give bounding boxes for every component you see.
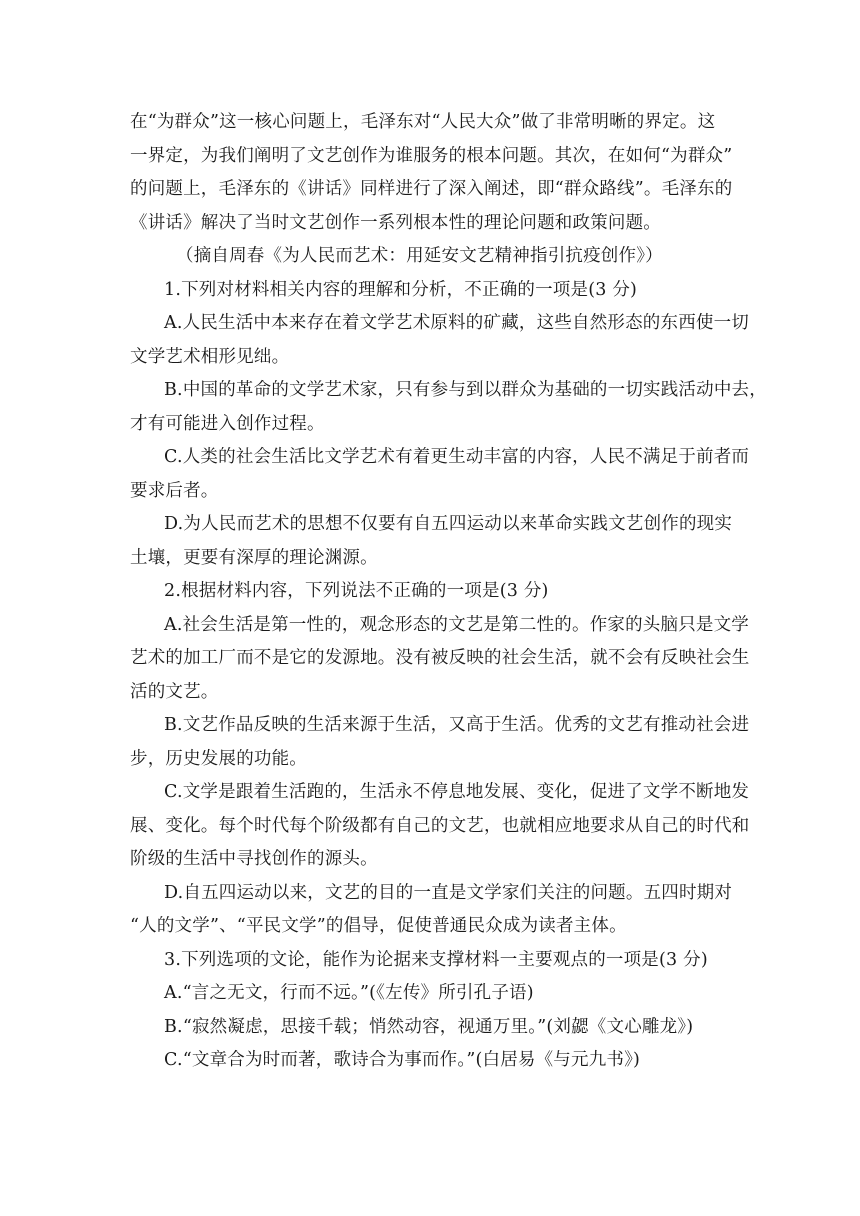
- text-line: C.人类的社会生活比文学艺术有着更生动丰富的内容，人民不满足于前者而: [164, 447, 750, 467]
- text-line: B.中国的革命的文学艺术家，只有参与到以群众为基础的一切实践活动中去，: [164, 380, 767, 400]
- text-line: 展、变化。每个时代每个阶级都有自己的文艺，也就相应地要求从自己的时代和: [130, 815, 750, 836]
- text-line: 阶级的生活中寻找创作的源头。: [130, 849, 378, 869]
- text-line: A.人民生活中本来存在着文学艺术原料的矿藏，这些自然形态的东西使一切: [164, 313, 749, 333]
- text-line: 的问题上，毛泽东的《讲话》同样进行了深入阐述，即“群众路线”。毛泽东的: [130, 179, 733, 199]
- text-line: 在“为群众”这一核心问题上，毛泽东对“人民大众”做了非常明晰的界定。这: [130, 112, 716, 132]
- text-line: A.“言之无文，行而不远。”(《左传》所引孔子语): [164, 983, 534, 1003]
- text-line: 步，历史发展的功能。: [130, 748, 307, 769]
- document-body: [130, 106, 767, 1078]
- text-line: B.“寂然凝虑，思接千载；悄然动容，视通万里。”(刘勰《文心雕龙》): [164, 1016, 694, 1037]
- text-line: “人的文学”、“平民文学”的倡导，促使普通民众成为读者主体。: [130, 916, 627, 936]
- text-line: A.社会生活是第一性的，观念形态的文艺是第二性的。作家的头脑只是文学: [164, 614, 749, 635]
- text-line: 《讲话》解决了当时文艺创作一系列根本性的理论问题和政策问题。: [130, 212, 661, 233]
- text-line: （摘自周春《为人民而艺术：用延安文艺精神指引抗疫创作》）: [176, 246, 663, 266]
- text-line: D.自五四运动以来，文艺的目的一直是文学家们关注的问题。五四时期对: [164, 882, 733, 903]
- text-line: 要求后者。: [130, 480, 219, 501]
- text-line: 1.下列对材料相关内容的理解和分析，不正确的一项是(3 分): [164, 279, 638, 300]
- text-line: C.文学是跟着生活跑的，生活永不停息地发展、变化，促进了文学不断地发: [164, 782, 750, 802]
- text-line: 艺术的加工厂而不是它的发源地。没有被反映的社会生活，就不会有反映社会生: [130, 648, 750, 668]
- text-line: 一界定，为我们阐明了文艺创作为谁服务的根本问题。其次，在如何“为群众”: [130, 145, 733, 166]
- text-line: 活的文艺。: [130, 681, 219, 702]
- text-line: D.为人民而艺术的思想不仅要有自五四运动以来革命实践文艺创作的现实: [164, 514, 733, 534]
- text-line: 土壤，更要有深厚的理论渊源。: [130, 547, 378, 568]
- text-line: 才有可能进入创作过程。: [130, 413, 325, 434]
- text-line: 2.根据材料内容，下列说法不正确的一项是(3 分): [164, 581, 549, 601]
- text-line: B.文艺作品反映的生活来源于生活，又高于生活。优秀的文艺有推动社会进: [164, 715, 750, 735]
- text-line: 文学艺术相形见绌。: [130, 346, 290, 367]
- text-line: 3.下列选项的文论，能作为论据来支撑材料一主要观点的一项是(3 分): [164, 949, 708, 970]
- text-line: C.“文章合为时而著，歌诗合为事而作。”(白居易《与元九书》): [164, 1050, 641, 1070]
